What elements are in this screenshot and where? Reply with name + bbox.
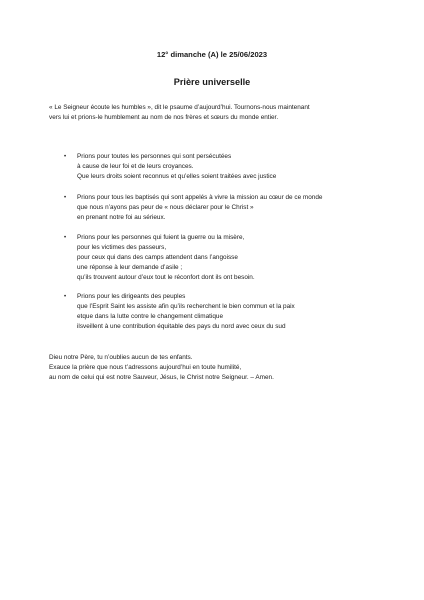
document-subtitle: 12° dimanche (A) le 25/06/2023 [156,50,268,59]
bullet-icon: • [64,195,67,201]
prayer-item [64,292,364,332]
prayer-line: Prions pour les personnes qui fuient la guerre ou la misère, [77,234,245,241]
prayer-line: une réponse à leur demande d’asile ; [77,264,183,271]
prayer-list [64,152,364,341]
prayer-line: Prions pour tous les baptisés qui sont appelés à vivre la mission au cœur de ce monde [77,194,323,201]
prayer-line: qu’ils trouvent autour d’eux tout le réconfort dont ils ont besoin. [77,274,255,281]
prayer-line: que nous n’ayons pas peur de « nous déclarer pour le Christ » [77,204,254,211]
prayer-line: en prenant notre foi au sérieux. [77,214,166,221]
prayer-line: pour ceux qui dans des camps attendent dans l’angoisse [77,254,238,261]
intro-line: vers lui et prions-le humblement au nom de nos frères et sœurs du monde entier. [49,114,279,121]
intro-line: « Le Seigneur écoute les humbles », dit le psaume d’aujourd’hui. Tournons-nous maintenant [49,104,310,111]
prayer-line: etque dans la lutte contre le changement climatique [77,313,224,320]
prayer-line: que l’Esprit Saint les assiste afin qu’ils recherchent le bien commun et la paix [77,303,295,310]
prayer-line: à cause de leur foi et de leurs croyances. [77,163,194,170]
bullet-icon: • [64,235,67,241]
closing-line: Exauce la prière que nous t’adressons aujourd’hui en toute humilité, [49,364,242,371]
closing-line: Dieu notre Père, tu n’oublies aucun de tes enfants. [49,354,193,361]
bullet-icon: • [64,294,67,300]
prayer-line: Que leurs droits soient reconnus et qu’elles soient traitées avec justice [77,173,277,180]
closing-paragraph [49,353,389,383]
intro-paragraph [49,103,389,123]
prayer-line: ilsveillent à une contribution équitable des pays du nord avec ceux du sud [77,323,286,330]
prayer-item [64,152,364,182]
prayer-line: Prions pour les dirigeants des peuples [77,293,186,300]
prayer-line: pour les victimes des passeurs, [77,244,167,251]
prayer-line: Prions pour toutes les personnes qui sont persécutées [77,153,232,160]
document-title: Prière universelle [173,77,251,87]
bullet-icon: • [64,154,67,160]
closing-line: au nom de celui qui est notre Sauveur, Jésus, le Christ notre Seigneur. – Amen. [49,374,274,381]
prayer-item [64,193,364,223]
prayer-item [64,233,364,283]
